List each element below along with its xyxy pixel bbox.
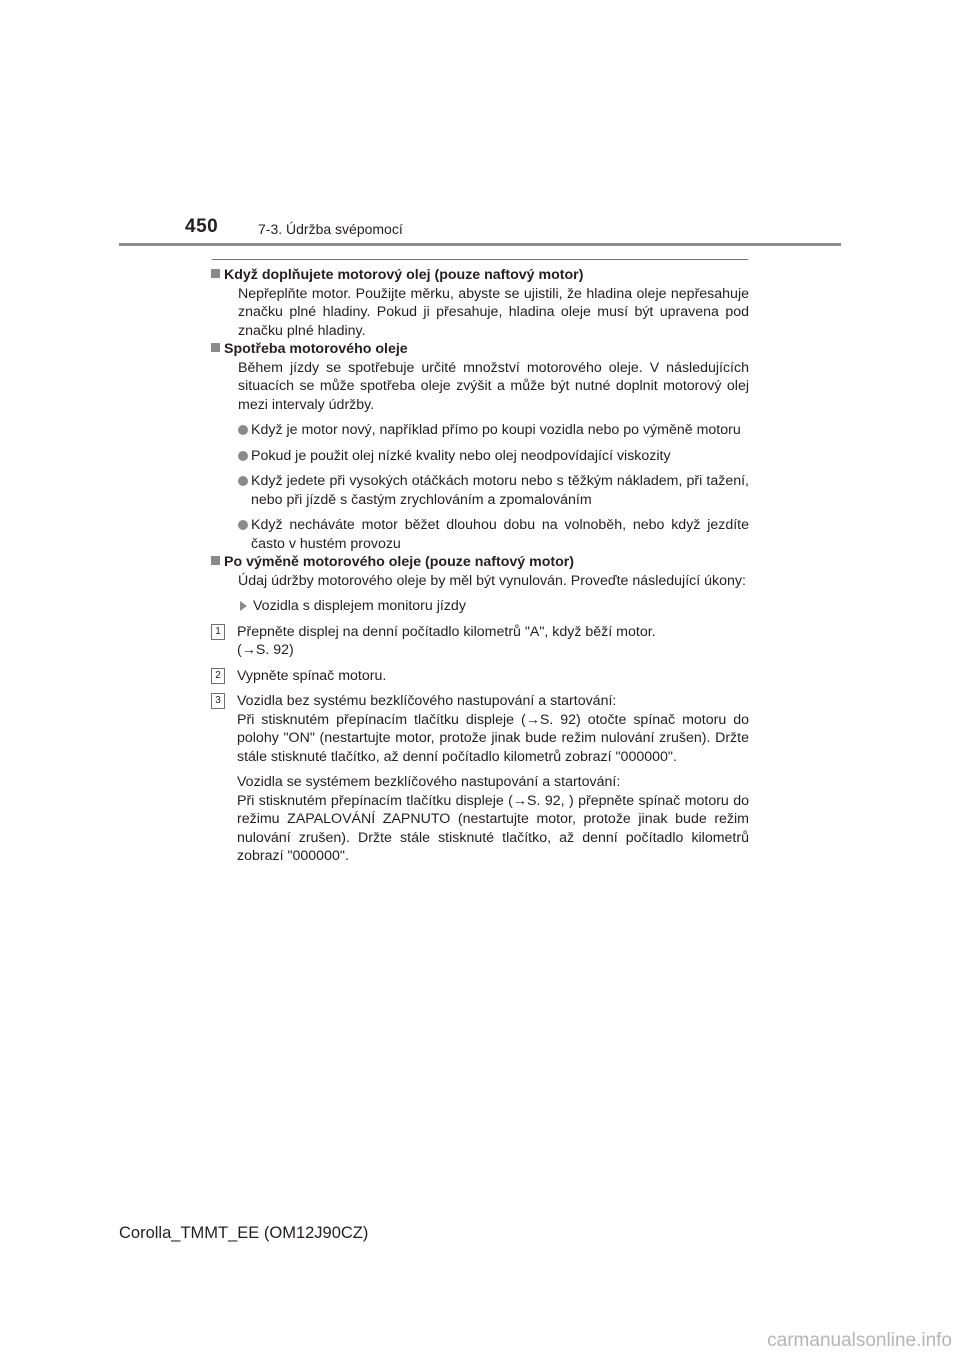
section-title: 7-3. Údržba svépomocí [258, 221, 403, 237]
circle-bullet-icon [238, 520, 248, 530]
subheading-text: Vozidla s displejem monitoru jízdy [253, 598, 466, 614]
step-1 [211, 623, 749, 660]
heading-text: Když doplňujete motorový olej (pouze naftový motor) [224, 267, 584, 283]
content-divider [212, 259, 748, 260]
section-heading [211, 340, 749, 359]
watermark: carmanualsonline.info [767, 1330, 952, 1351]
step-text: Přepněte displej na denní počítadlo kilometrů "A", když běží motor. [237, 623, 656, 640]
list-item [211, 472, 749, 509]
triangle-bullet-icon [240, 601, 247, 611]
list-item [211, 516, 749, 553]
section-body: Nepřeplňte motor. Použijte měrku, abyste se ujistili, že hladina oleje nepřesahuje značku plné hladiny. Pokud ji přesahuje, hladina oleje musí být upravena pod značku plné hladiny. [238, 285, 749, 339]
heading-text: Po výměně motorového oleje (pouze naftový motor) [224, 554, 575, 570]
list-item-text: Když necháváte motor běžet dlouhou dobu na volnoběh, nebo když jezdíte často v hustém provozu [251, 517, 749, 552]
step-subtitle: Vozidla se systémem bezklíčového nastupování a startování: [237, 774, 621, 790]
circle-bullet-icon [238, 451, 248, 461]
list-item-text: Pokud je použit olej nízké kvality nebo olej neodpovídající viskozity [251, 447, 671, 464]
step-number: 1 [211, 624, 225, 640]
list-item-text: Když je motor nový, například přímo po koupi vozidla nebo po výměně motoru [251, 422, 741, 438]
page-reference[interactable]: (→S. 92) [237, 642, 294, 658]
section-heading [211, 266, 749, 285]
circle-bullet-icon [238, 476, 248, 486]
step-3 [211, 692, 749, 866]
square-bullet-icon [211, 343, 220, 352]
subheading [211, 597, 749, 616]
list-item [211, 447, 749, 466]
circle-bullet-icon [238, 425, 248, 435]
header-divider [119, 243, 841, 246]
step-text: Při stisknutém přepínacím tlačítku displeje (→S. 92) otočte spínač motoru do polohy "ON" (nestartujte motor, protože jinak bude režim nulování zrušen). Držte stále stisknuté tlačítko, až denní počítadlo kilometrů zobrazí "000000". [237, 711, 749, 765]
section-body: Během jízdy se spotřebuje určité množství motorového oleje. V následujících situacích se může spotřeba oleje zvýšit a může být nutné doplnit motorový olej mezi intervaly údržby. [238, 359, 749, 413]
step-2 [211, 667, 749, 686]
step-number: 3 [211, 693, 225, 709]
section-body: Údaj údržby motorového oleje by měl být vynulován. Proveďte následující úkony: [238, 572, 746, 589]
document-id: Corolla_TMMT_EE (OM12J90CZ) [119, 1224, 369, 1242]
step-text: Vypněte spínač motoru. [237, 667, 387, 684]
square-bullet-icon [211, 556, 220, 565]
section-heading [211, 553, 749, 572]
step-text: Při stisknutém přepínacím tlačítku displeje (→S. 92, ) přepněte spínač motoru do režimu ZAPALOVÁNÍ ZAPNUTO (nestartujte motor, protože jinak bude režim nulování zrušen). Držte stále stisknuté tlačítko, až denní počítadlo kilometrů zobrazí "000000". [237, 792, 749, 864]
step-subtitle: Vozidla bez systému bezklíčového nastupování a startování: [237, 693, 617, 709]
list-item [211, 421, 749, 440]
square-bullet-icon [211, 269, 220, 278]
step-number: 2 [211, 668, 225, 684]
page-content [211, 266, 749, 866]
list-item-text: Když jedete při vysokých otáčkách motoru nebo s těžkým nákladem, při tažení, nebo při jízdě s častým zrychlováním a zpomalováním [251, 473, 749, 508]
heading-text: Spotřeba motorového oleje [224, 341, 408, 357]
page-number: 450 [185, 216, 219, 237]
